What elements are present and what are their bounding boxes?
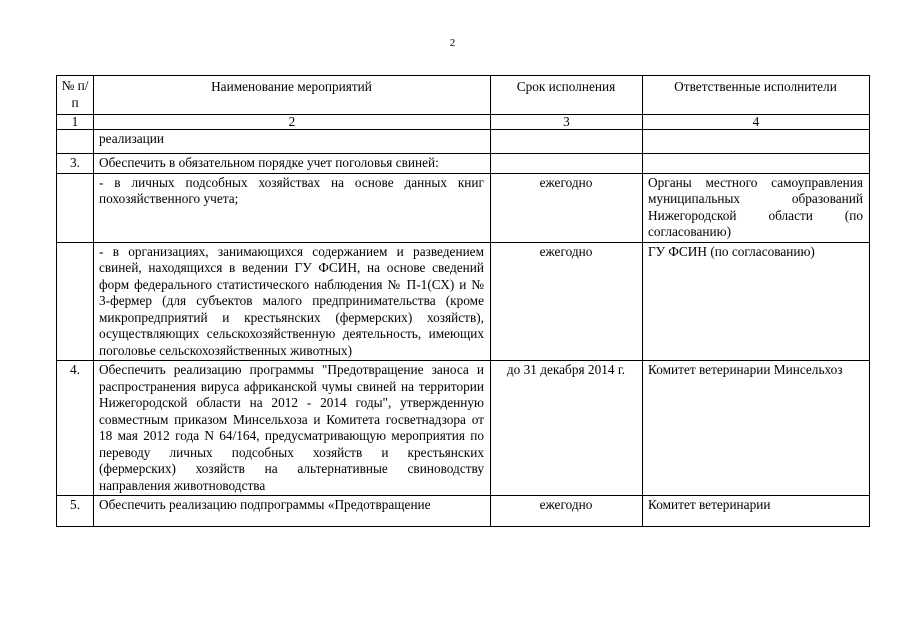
column-number-row xyxy=(57,115,870,130)
header-term: Срок исполнения xyxy=(491,76,643,115)
row-term: до 31 декабря 2014 г. xyxy=(491,361,643,496)
row-term: ежегодно xyxy=(491,173,643,242)
row-number xyxy=(57,242,94,361)
column-number: 2 xyxy=(94,115,491,130)
row-term: ежегодно xyxy=(491,496,643,527)
row-activity: - в организациях, занимающихся содержанием и разведением свиней, находящихся в ведении ГУ ФСИН, на основе сведений форм федерального статистического наблюдения № П-1(СХ) и № 3-фермер (для субъектов малого предпринимательства (кроме микропредприятий и крестьянских (фермерских) хозяйств), осуществляющих сельскохозяйственную деятельность, имеющих поголовье сельскохозяйственных животных) xyxy=(94,242,491,361)
row-responsible: Органы местного самоуправления муниципальных образований Нижегородской области (по согласованию) xyxy=(643,173,870,242)
row-term xyxy=(491,154,643,174)
column-number: 1 xyxy=(57,115,94,130)
row-number xyxy=(57,173,94,242)
row-activity: Обеспечить реализацию подпрограммы «Предотвращение xyxy=(94,496,491,527)
column-number: 3 xyxy=(491,115,643,130)
row-responsible xyxy=(643,154,870,174)
row-number xyxy=(57,130,94,154)
table-row xyxy=(57,242,870,361)
row-responsible xyxy=(643,130,870,154)
page-number: 2 xyxy=(449,37,456,49)
header-activity: Наименование мероприятий xyxy=(94,76,491,115)
table-row xyxy=(57,130,870,154)
table-row xyxy=(57,173,870,242)
activities-table xyxy=(56,75,870,527)
row-number: 5. xyxy=(57,496,94,527)
row-responsible: Комитет ветеринарии Минсельхоз xyxy=(643,361,870,496)
column-number: 4 xyxy=(643,115,870,130)
header-number: № п/п xyxy=(57,76,94,115)
table-header-row xyxy=(57,76,870,115)
row-responsible: Комитет ветеринарии xyxy=(643,496,870,527)
row-activity: - в личных подсобных хозяйствах на основе данных книг похозяйственного учета; xyxy=(94,173,491,242)
header-responsible: Ответственные исполнители xyxy=(643,76,870,115)
table-row xyxy=(57,496,870,527)
row-term: ежегодно xyxy=(491,242,643,361)
row-activity: реализации xyxy=(94,130,491,154)
row-activity: Обеспечить реализацию программы "Предотвращение заноса и распространения вируса африканской чумы свиней на территории Нижегородской области на 2012 - 2014 годы", утвержденную совместным приказом Минсельхоза и Комитета госветнадзора от 18 мая 2012 года N 64/164, предусматривающую мероприятия по переводу личных подсобных хозяйств и крестьянских (фермерских) хозяйств на альтернативные свиноводству направления животноводства xyxy=(94,361,491,496)
row-activity: Обеспечить в обязательном порядке учет поголовья свиней: xyxy=(94,154,491,174)
table-row xyxy=(57,154,870,174)
table-row xyxy=(57,361,870,496)
row-number: 3. xyxy=(57,154,94,174)
row-term xyxy=(491,130,643,154)
row-responsible: ГУ ФСИН (по согласованию) xyxy=(643,242,870,361)
row-number: 4. xyxy=(57,361,94,496)
